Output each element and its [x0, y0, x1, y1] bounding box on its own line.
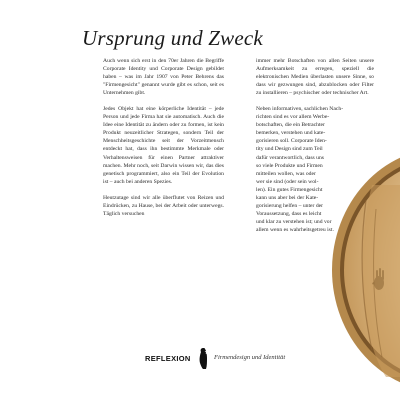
paragraph: immer mehr Botschaften von allen Seiten unsere Aufmerksamkeit zu erregen, speziell die elektronischen Medien überlasten unsere Sinne, so dass wir gezwungen sind, abzublocken oder Filter zu installieren – psychischer oder technischer Art.	[256, 58, 374, 97]
page-title: Ursprung und Zweck	[82, 26, 263, 50]
footer-subtitle: Firmendesign und Identität	[214, 354, 286, 361]
figure-icon	[197, 346, 211, 370]
left-text-column	[103, 57, 224, 226]
paragraph: Auch wenn sich erst in den 70er Jahren die Begriffe Corporate Identity und Corporate Design gebildet haben – was im Jahr 1907 von Peter Behrens das "Firmengesicht" genannt wurde gibt es schon, seit es Unternehmen gibt.	[103, 58, 224, 97]
paragraph: Jedes Objekt hat eine körperliche Identität – jede Person und jede Firma hat sie automatisch. Auch die Idee eine Identität zu ändern oder zu formen, ist kein Produkt neuzeitlicher Strategen, sondern Teil der Menschheitsgeschichte seit der Vorzeitmensch entdeckt hat, dass ihn bestimmte Merkmale oder Verhaltensweisen für einen Partner attraktiver machen. Mehr noch, seit Darwin wissen wir, das dies genetisch programmiert, also ein Teil der Evolution ist – auch bei anderen Spezies.	[103, 106, 224, 185]
footer-brand: REFLEXION	[145, 354, 191, 363]
paragraph: Neben informativen, sachlichen Nach- richten sind es vor allem Werbe- botschaften, die ein Betrachter bemerken, verstehen und kate- gorisieren soll. Corporate Iden- tity und Design sind zum Teil dafür verantwortlich, dass uns so viele Produkte und Firmen mitteilen wollen, was oder wer sie sind (oder sein wol- len). Ein gutes Firmengesicht kann uns aber bei der Kate- gorisierung helfen – unter der Voraussetzung, dass es leicht und klar zu verstehen ist; und vor allem wenn es wahrheitsgetreu ist.	[256, 106, 344, 233]
paragraph: Heutzutage sind wir alle überflutet von Reizen und Eindrücken, zu Hause, bei der Arbeit oder unterwegs. Täglich versuchen	[103, 194, 224, 217]
